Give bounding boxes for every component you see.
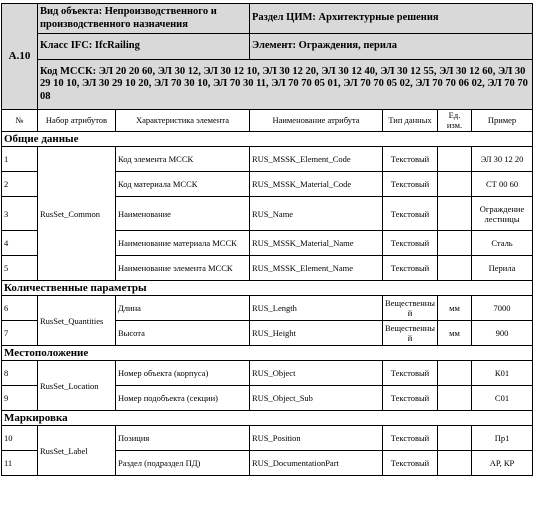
unit (438, 147, 472, 172)
example-value: ЭЛ 30 12 20 (472, 147, 533, 172)
object-type: Вид объекта: Непроизводственного и производственного назначения (38, 4, 250, 34)
table-row (2, 361, 533, 386)
example-value: 900 (472, 321, 533, 346)
column-header-row (2, 110, 533, 132)
unit (438, 172, 472, 197)
section-header-row (2, 281, 533, 296)
attribute-table-body (2, 4, 533, 476)
example-value: СТ 00 60 (472, 172, 533, 197)
attribute-set: RusSet_Label (38, 426, 116, 476)
header-row-object (2, 4, 533, 34)
ifc-class: Класс IFC: IfcRailing (38, 34, 250, 60)
element-name: Элемент: Ограждения, перила (250, 34, 533, 60)
data-type: Вещественный (383, 296, 438, 321)
col-header-unit: Ед. изм. (438, 110, 472, 132)
attribute-name: RUS_Position (250, 426, 383, 451)
col-header-set: Набор атрибутов (38, 110, 116, 132)
section-location-title: Местоположение (2, 346, 533, 361)
data-type: Текстовый (383, 197, 438, 231)
characteristic: Наименование (116, 197, 250, 231)
row-number: 5 (2, 256, 38, 281)
section-header-row (2, 411, 533, 426)
row-number: 7 (2, 321, 38, 346)
col-header-type: Тип данных (383, 110, 438, 132)
unit (438, 386, 472, 411)
section-header-row (2, 132, 533, 147)
characteristic: Номер объекта (корпуса) (116, 361, 250, 386)
attribute-name: RUS_DocumentationPart (250, 451, 383, 476)
table-row (2, 147, 533, 172)
section-header-row (2, 346, 533, 361)
characteristic: Код материала МССК (116, 172, 250, 197)
attribute-name: RUS_MSSK_Material_Name (250, 231, 383, 256)
attribute-name: RUS_Height (250, 321, 383, 346)
unit (438, 231, 472, 256)
data-type: Вещественный (383, 321, 438, 346)
header-row-codes (2, 60, 533, 110)
row-number: 9 (2, 386, 38, 411)
unit: мм (438, 296, 472, 321)
row-number: 2 (2, 172, 38, 197)
characteristic: Позиция (116, 426, 250, 451)
unit (438, 361, 472, 386)
attribute-name: RUS_Object (250, 361, 383, 386)
spec-sheet (1, 3, 533, 476)
attribute-name: RUS_MSSK_Element_Code (250, 147, 383, 172)
attribute-table (1, 3, 533, 476)
characteristic: Номер подобъекта (секции) (116, 386, 250, 411)
unit (438, 451, 472, 476)
attribute-name: RUS_Object_Sub (250, 386, 383, 411)
data-type: Текстовый (383, 361, 438, 386)
characteristic: Раздел (подраздел ПД) (116, 451, 250, 476)
row-number: 3 (2, 197, 38, 231)
example-value: Перила (472, 256, 533, 281)
row-number: 4 (2, 231, 38, 256)
table-id: A.10 (2, 4, 38, 110)
col-header-characteristic: Характеристика элемента (116, 110, 250, 132)
characteristic: Наименование материала МССК (116, 231, 250, 256)
col-header-attribute: Наименование атрибута (250, 110, 383, 132)
section-labeling-title: Маркировка (2, 411, 533, 426)
example-value: Пр1 (472, 426, 533, 451)
example-value: К01 (472, 361, 533, 386)
row-number: 11 (2, 451, 38, 476)
attribute-name: RUS_Length (250, 296, 383, 321)
example-value: 7000 (472, 296, 533, 321)
unit (438, 256, 472, 281)
mssk-codes: Код МССК: ЭЛ 20 20 60, ЭЛ 30 12, ЭЛ 30 12 10, ЭЛ 30 12 20, ЭЛ 30 12 40, ЭЛ 30 12 55, ЭЛ 30 12 60, ЭЛ 30 29 10 10, ЭЛ 30 29 10 20, ЭЛ 70 30 10, ЭЛ 70 30 11, ЭЛ 70 70 05 01, ЭЛ 70 70 05 02, ЭЛ 70 70 06 02, ЭЛ 70 70 08 (38, 60, 533, 110)
col-header-example: Пример (472, 110, 533, 132)
characteristic: Наименование элемента МССК (116, 256, 250, 281)
example-value: АР, КР (472, 451, 533, 476)
row-number: 1 (2, 147, 38, 172)
model-section: Раздел ЦИМ: Архитектурные решения (250, 4, 533, 34)
data-type: Текстовый (383, 231, 438, 256)
attribute-name: RUS_MSSK_Element_Name (250, 256, 383, 281)
characteristic: Код элемента МССК (116, 147, 250, 172)
data-type: Текстовый (383, 256, 438, 281)
row-number: 10 (2, 426, 38, 451)
data-type: Текстовый (383, 386, 438, 411)
unit (438, 197, 472, 231)
table-row (2, 426, 533, 451)
attribute-name: RUS_Name (250, 197, 383, 231)
data-type: Текстовый (383, 451, 438, 476)
attribute-set: RusSet_Common (38, 147, 116, 281)
data-type: Текстовый (383, 147, 438, 172)
row-number: 8 (2, 361, 38, 386)
characteristic: Высота (116, 321, 250, 346)
col-header-num: № (2, 110, 38, 132)
unit (438, 426, 472, 451)
characteristic: Длина (116, 296, 250, 321)
example-value: С01 (472, 386, 533, 411)
attribute-set: RusSet_Quantities (38, 296, 116, 346)
row-number: 6 (2, 296, 38, 321)
attribute-name: RUS_MSSK_Material_Code (250, 172, 383, 197)
section-general-title: Общие данные (2, 132, 533, 147)
unit: мм (438, 321, 472, 346)
header-row-class (2, 34, 533, 60)
attribute-set: RusSet_Location (38, 361, 116, 411)
section-quantities-title: Количественные параметры (2, 281, 533, 296)
data-type: Текстовый (383, 172, 438, 197)
table-row (2, 296, 533, 321)
example-value: Ограждение лестницы (472, 197, 533, 231)
data-type: Текстовый (383, 426, 438, 451)
example-value: Сталь (472, 231, 533, 256)
